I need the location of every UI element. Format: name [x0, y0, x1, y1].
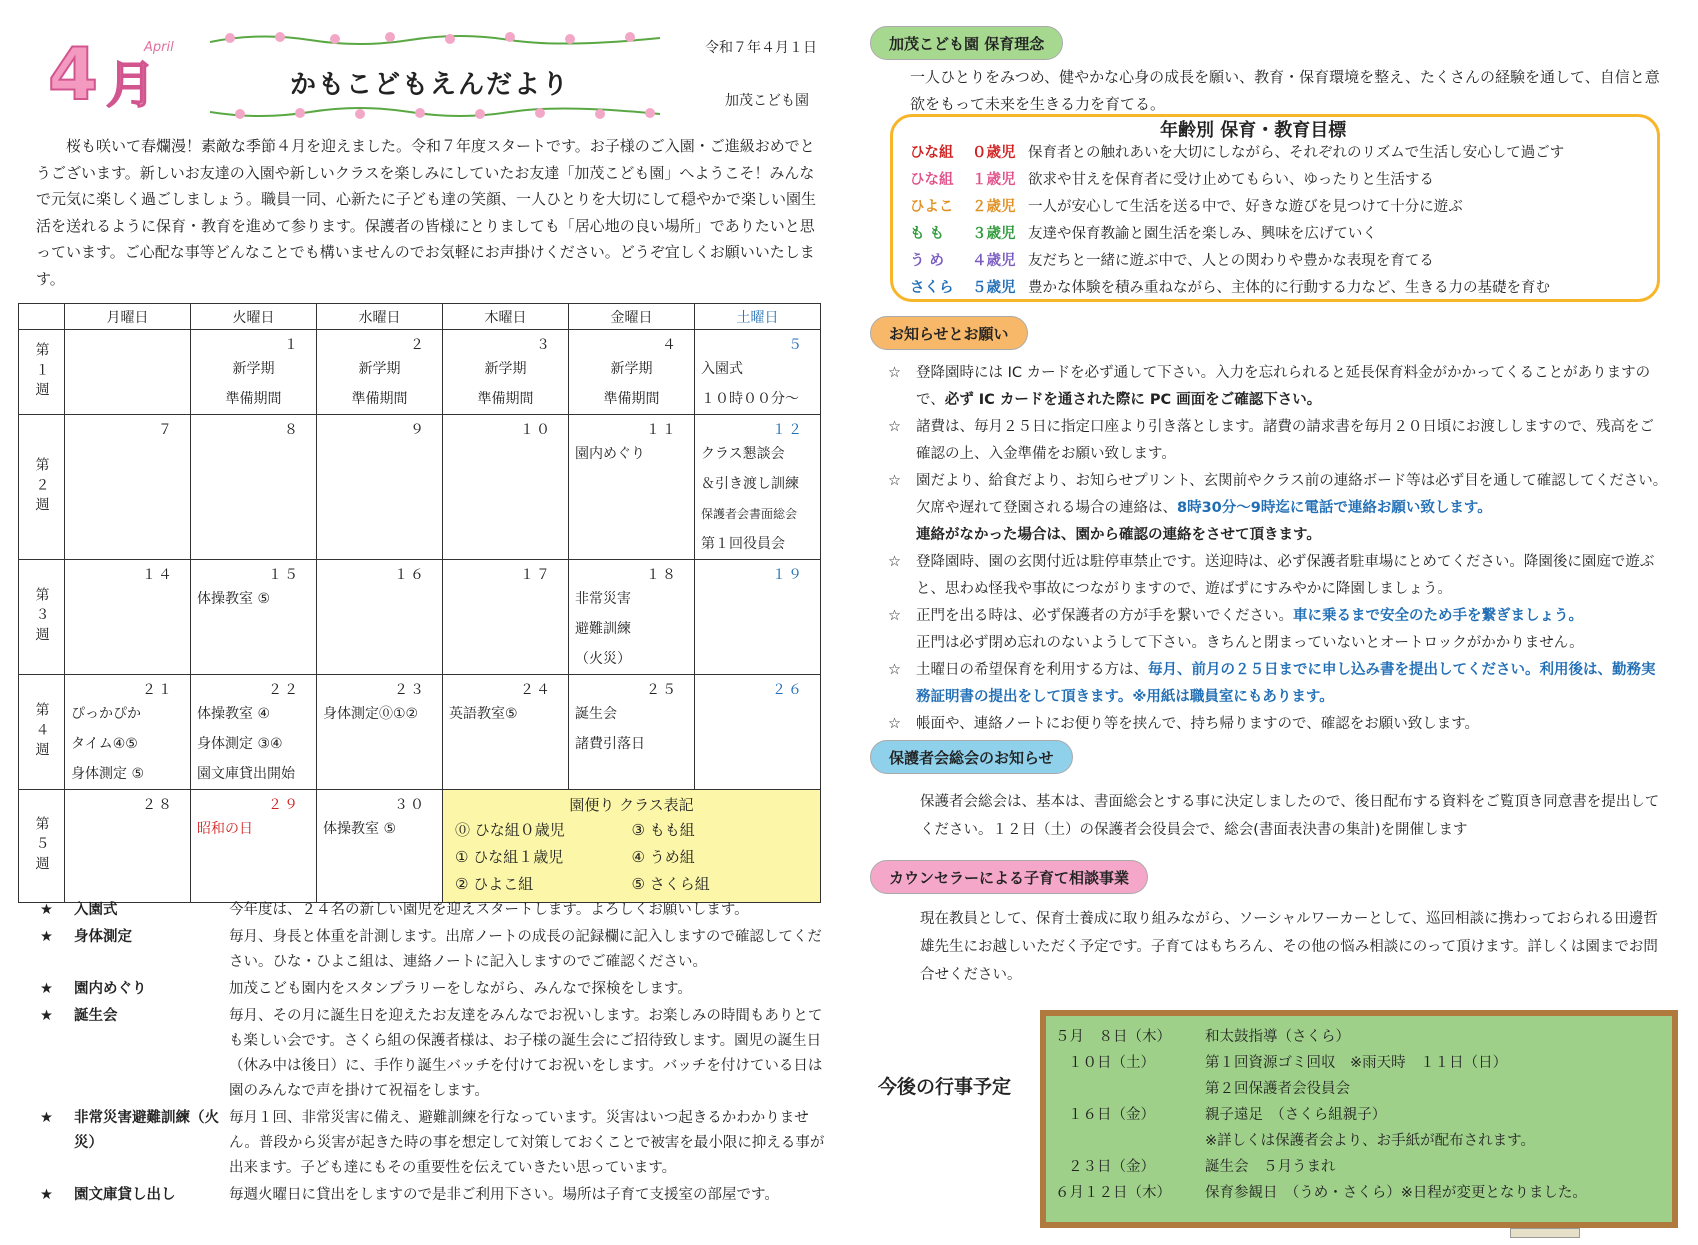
- general-meeting-heading: 保護者会総会のお知らせ: [870, 740, 1073, 774]
- schedule-event: ※詳しくは保護者会より、お手紙が配布されます。: [1205, 1133, 1535, 1149]
- schedule-row: [1055, 1076, 1665, 1102]
- calendar-event: ＆引き渡し訓練: [701, 476, 799, 492]
- schedule-date: [1055, 1128, 1205, 1154]
- calendar-event: 身体測定 ⑤: [71, 766, 145, 782]
- note-title: 身体測定: [74, 929, 132, 945]
- week-label: 第３週: [19, 560, 65, 675]
- calendar-day-cell: [569, 330, 695, 415]
- goal-row: [910, 275, 1650, 302]
- notice-text-emphasis: 車に乗るまで安全のため手を繋ぎましょう。: [1293, 608, 1583, 624]
- schedule-event: 親子遠足 （さくら組親子）: [1205, 1107, 1387, 1123]
- calendar-day-cell: [695, 675, 821, 790]
- note-item: [40, 1004, 830, 1104]
- note-item: [40, 1183, 830, 1208]
- star-icon: ★: [40, 981, 53, 997]
- calendar-day-cell: [695, 415, 821, 560]
- calendar-event: １０時００分～: [701, 391, 799, 407]
- flower-vine-bottom: [210, 102, 660, 124]
- calendar-event: タイム④⑤: [71, 736, 138, 752]
- notice-text-plain: 帳面や、連絡ノートにお便り等を挟んで、持ち帰りますので、確認をお願い致します。: [916, 716, 1480, 732]
- star-outline-icon: ☆: [888, 608, 901, 624]
- calendar-corner: [19, 304, 65, 330]
- schedule-row: [1055, 1024, 1665, 1050]
- month-badge: [40, 30, 174, 130]
- calendar-day-cell: [443, 330, 569, 415]
- legend-item: ④ うめ組: [631, 848, 695, 866]
- schedule-event: 第２回保護者会役員会: [1205, 1081, 1350, 1097]
- day-header: 水曜日: [317, 304, 443, 330]
- calendar-day-cell: [191, 330, 317, 415]
- calendar-event: 準備期間: [603, 391, 660, 407]
- calendar-day-cell: [695, 330, 821, 415]
- week-label: 第１週: [19, 330, 65, 415]
- notice-item: [888, 468, 1668, 549]
- day-number: ３０: [394, 797, 426, 813]
- goal-age: ４歳児: [972, 253, 1016, 269]
- newsletter-title: かもこどもえんだより: [290, 70, 571, 100]
- day-header: 火曜日: [191, 304, 317, 330]
- day-header: 木曜日: [443, 304, 569, 330]
- calendar-event: 諸費引落日: [575, 736, 645, 752]
- note-body: 今年度は、２４名の新しい園児を迎えスタートします。よろしくお願いします。: [229, 902, 749, 918]
- notice-text: [916, 549, 1668, 603]
- week-label: 第２週: [19, 415, 65, 560]
- calendar-event: 体操教室 ④: [197, 706, 271, 722]
- notice-text-plain: 登降園時には IC カードを必ず通して下さい。入力を忘れられると延長保育料金がかかってくることがありますので、: [916, 365, 1651, 408]
- day-number: １: [284, 337, 300, 353]
- goal-age: ５歳児: [972, 280, 1016, 296]
- day-number: [65, 330, 190, 334]
- goal-text: 友達や保育教諭と園生活を楽しみ、興味を広げていく: [1028, 226, 1377, 242]
- notices-list: [888, 360, 1668, 738]
- notice-text-extra: 正門は必ず閉め忘れのないようして下さい。きちんと閉まっていないとオートロックがかかりません。: [916, 635, 1584, 651]
- calendar-event: 身体測定⓪①②: [323, 706, 419, 722]
- day-number: ３: [536, 337, 552, 353]
- calendar-event: 入園式: [701, 361, 743, 377]
- calendar-day-cell: [443, 675, 569, 790]
- calendar-day-cell: [569, 675, 695, 790]
- notice-item: [888, 711, 1668, 738]
- note-body: 毎月１回、非常災害に備え、避難訓練を行なっています。災害はいつ起きるかわかりません。普段から災害が起きた時の事を想定して対策しておくことで被害を最小限に抑える事が出来ます。子ども達にもその重要性を伝えていきたい思っています。: [229, 1110, 825, 1176]
- calendar-event: 準備期間: [225, 391, 282, 407]
- calendar-event: 新学期: [358, 361, 401, 377]
- notice-item: [888, 360, 1668, 414]
- day-number: １２: [772, 422, 804, 438]
- notice-text-plain: 登降園時、園の玄関付近は駐停車禁止です。送迎時は、必ず保護者駐車場にとめてください。降園後に園庭で遊ぶと、思わぬ怪我や事故につながりますので、遊ばずにすみやかに降園しましょう。: [916, 554, 1655, 597]
- calendar-event: 新学期: [232, 361, 275, 377]
- philosophy-heading: 加茂こども園 保育理念: [870, 26, 1063, 60]
- note-item: [40, 925, 830, 975]
- notice-text-plain: 土曜日の希望保育を利用する方は、: [916, 662, 1148, 678]
- note-title: 入園式: [74, 902, 118, 918]
- schedule-event: 誕生会 ５月うまれ: [1205, 1159, 1336, 1175]
- day-number: ２８: [142, 797, 174, 813]
- goal-class: ひよこ: [910, 199, 954, 215]
- note-body: 毎月、身長と体重を計測します。出席ノートの成長の記録欄に記入しますので確認してください。ひな・ひよこ組は、連絡ノートに記入しますのでご確認ください。: [229, 929, 822, 970]
- calendar-event: 準備期間: [351, 391, 408, 407]
- goals-list: [910, 140, 1650, 302]
- day-number: ９: [410, 422, 426, 438]
- calendar-day-cell: [65, 415, 191, 560]
- day-number: １４: [142, 567, 174, 583]
- flower-vine-top: [210, 28, 660, 50]
- schedule-row: [1055, 1050, 1665, 1076]
- notice-text: [916, 657, 1668, 711]
- note-body: 加茂こども園内をスタンプラリーをしながら、みんなで探検をします。: [229, 981, 692, 997]
- schedule-date: １０日（土）: [1068, 1055, 1155, 1071]
- schedule-event: 保育参観日 （うめ・さくら）※日程が変更となりました。: [1205, 1185, 1587, 1201]
- calendar-day-cell: [65, 330, 191, 415]
- schedule-date: [1055, 1076, 1205, 1102]
- goal-row: [910, 248, 1650, 275]
- day-number: １６: [394, 567, 426, 583]
- day-number: ２６: [772, 682, 804, 698]
- notice-text-emphasis: 必ず IC カードを通された際に PC 画面をご確認下さい。: [944, 392, 1322, 408]
- calendar-event: 園内めぐり: [575, 446, 645, 462]
- day-number: ８: [284, 422, 300, 438]
- note-title: 園文庫貸し出し: [74, 1187, 176, 1203]
- event-notes: [40, 898, 830, 1210]
- calendar-day-cell: [569, 560, 695, 675]
- day-number: ２４: [520, 682, 552, 698]
- goal-text: 豊かな体験を積み重ねながら、主体的に行動する力など、生きる力の基礎を育む: [1028, 280, 1550, 296]
- school-name: 加茂こども園: [725, 93, 809, 109]
- calendar-event: 避難訓練: [575, 621, 631, 637]
- calendar-day-cell: [569, 415, 695, 560]
- star-outline-icon: ☆: [888, 662, 901, 678]
- legend-item: ① ひな組１歳児: [455, 848, 564, 866]
- calendar-day-cell: [65, 790, 191, 903]
- goal-class: ひな組: [910, 172, 954, 188]
- notice-item: [888, 414, 1668, 468]
- calendar-event: ぴっかぴか: [71, 706, 141, 722]
- calendar-day-cell: [317, 330, 443, 415]
- notice-text-extra: 連絡がなかった場合は、園から確認の連絡をさせて頂きます。: [916, 527, 1321, 543]
- notice-text: [916, 414, 1668, 468]
- star-outline-icon: ☆: [888, 419, 901, 435]
- schedule-date: １６日（金）: [1068, 1107, 1155, 1123]
- schedule-date: ２３日（金）: [1068, 1159, 1155, 1175]
- star-outline-icon: ☆: [888, 473, 901, 489]
- april-calendar: [18, 303, 821, 903]
- star-icon: ★: [40, 1187, 53, 1203]
- calendar-event: 準備期間: [477, 391, 534, 407]
- goal-class: ひな組: [910, 145, 954, 161]
- star-icon: ★: [40, 1008, 53, 1024]
- day-number: ２９: [268, 797, 300, 813]
- calendar-event: 新学期: [610, 361, 653, 377]
- calendar-day-cell: [191, 560, 317, 675]
- calendar-day-cell: [317, 675, 443, 790]
- calendar-event: 新学期: [484, 361, 527, 377]
- day-header: 金曜日: [569, 304, 695, 330]
- goal-text: 友だちと一緒に遊ぶ中で、人との関わりや豊かな表現を育てる: [1028, 253, 1434, 269]
- notice-item: [888, 657, 1668, 711]
- calendar-day-cell: [317, 560, 443, 675]
- notice-text-plain: 諸費は、毎月２５日に指定口座より引き落とします。諸費の請求書を毎月２０日頃にお渡ししますので、残高をご確認の上、入金準備をお願い致します。: [916, 419, 1655, 462]
- star-icon: ★: [40, 929, 53, 945]
- chalk-eraser: [1510, 1228, 1580, 1238]
- goal-text: 保育者との触れあいを大切にしながら、それぞれのリズムで生活し安心して過ごす: [1028, 145, 1565, 161]
- calendar-day-cell: [317, 415, 443, 560]
- calendar-day-cell: [443, 415, 569, 560]
- intro-paragraph: 桜も咲いて春爛漫！素敵な季節４月を迎えました。令和７年度スタートです。お子様のご入園・ご進級おめでとうございます。新しいお友達の入園や新しいクラスを楽しみにしていたお友達「加茂こども園」へようこそ！みんなで元気に楽しく過ごしましょう。職員一同、心新たに子ども達の笑顔、一人ひとりを大切にして穏やかで楽しい園生活を送れるように保育・教育を進めて参ります。保護者の皆様にとりましても「居心地の良い場所」でありたいと思っています。ご心配な事等どんなことでも構いませんのでお気軽にお声掛けください。どうぞ宜しくお願いいたします。: [36, 137, 817, 288]
- note-title: 非常災害避難訓練（火災）: [74, 1110, 219, 1151]
- calendar-event: 体操教室 ⑤: [197, 591, 271, 607]
- star-outline-icon: ☆: [888, 716, 901, 732]
- calendar-day-cell: [191, 675, 317, 790]
- calendar-event: （火災）: [575, 651, 631, 667]
- month-kanji: 月: [106, 56, 156, 114]
- calendar-event: 園文庫貸出開始: [197, 766, 295, 782]
- calendar-event: クラス懇談会: [701, 446, 785, 462]
- star-outline-icon: ☆: [888, 554, 901, 570]
- star-icon: ★: [40, 1110, 53, 1126]
- schedule-row: [1055, 1154, 1665, 1180]
- notice-text-emphasis: 毎月、前月の２５日までに申し込み書を提出してください。利用後は、勤務実務証明書の提出をして頂きます。※用紙は職員室にもあります。: [916, 662, 1656, 705]
- goal-row: [910, 140, 1650, 167]
- general-meeting-body: 保護者会総会は、基本は、書面総会とする事に決定しましたので、後日配布する資料をご覧頂き同意書を提出してください。１２日（土）の保護者会役員会で、総会(書面表決書の集計)を開催します: [920, 794, 1660, 838]
- philosophy-body: 一人ひとりをみつめ、健やかな心身の成長を願い、教育・保育環境を整え、たくさんの経験を通して、自信と意欲をもって未来を生きる力を育てる。: [910, 68, 1660, 113]
- schedule-event: 和太鼓指導（さくら）: [1205, 1029, 1350, 1045]
- day-header-saturday: 土曜日: [695, 304, 821, 330]
- note-title: 園内めぐり: [74, 981, 147, 997]
- schedule-row: [1055, 1128, 1665, 1154]
- legend-grid: [455, 817, 808, 898]
- legend-title: 園便り クラス表記: [569, 796, 694, 814]
- day-number: ７: [158, 422, 174, 438]
- notice-text-plain: 園だより、給食だより、お知らせプリント、玄関前やクラス前の連絡ボード等は必ず目を通して確認してください。欠席や遅れて登園される場合の連絡は、: [916, 473, 1668, 516]
- goals-title: 年齢別 保育・教育目標: [1160, 120, 1347, 141]
- day-number: ２２: [268, 682, 300, 698]
- calendar-event: 体操教室 ⑤: [323, 821, 397, 837]
- counseling-heading: カウンセラーによる子育て相談事業: [870, 860, 1148, 894]
- week-label: 第４週: [19, 675, 65, 790]
- goal-row: [910, 167, 1650, 194]
- day-number: ４: [662, 337, 678, 353]
- goal-age: ３歳児: [972, 226, 1016, 242]
- day-number: １５: [268, 567, 300, 583]
- issue-date: 令和７年４月１日: [705, 40, 817, 56]
- day-number: １０: [520, 422, 552, 438]
- notice-item: [888, 603, 1668, 657]
- day-number: １８: [646, 567, 678, 583]
- week-label: 第５週: [19, 790, 65, 903]
- day-number: ２５: [646, 682, 678, 698]
- notice-text: [916, 360, 1668, 414]
- notice-text: [916, 468, 1668, 549]
- goal-class: さくら: [910, 280, 954, 296]
- calendar-day-cell: [65, 560, 191, 675]
- goal-class: も も: [910, 226, 945, 242]
- calendar-day-cell: [191, 790, 317, 903]
- calendar-event: 第１回役員会: [701, 536, 785, 552]
- class-legend: [443, 790, 821, 903]
- star-outline-icon: ☆: [888, 365, 901, 381]
- goal-row: [910, 194, 1650, 221]
- calendar-event: 英語教室⑤: [449, 706, 518, 722]
- goal-row: [910, 221, 1650, 248]
- goal-class: う め: [910, 253, 945, 269]
- day-number: １１: [646, 422, 678, 438]
- notice-text: [916, 603, 1668, 657]
- schedule-event: 第１回資源ゴミ回収 ※雨天時 １１日（日）: [1205, 1055, 1508, 1071]
- calendar-day-cell: [317, 790, 443, 903]
- goal-text: 一人が安心して生活を送る中で、好きな遊びを見つけて十分に遊ぶ: [1028, 199, 1463, 215]
- schedule-row: [1055, 1102, 1665, 1128]
- legend-item: ⑤ さくら組: [631, 875, 710, 893]
- counseling-body: 現在教員として、保育士養成に取り組みながら、ソーシャルワーカーとして、巡回相談に携わっておられる田邊哲雄先生にお越しいただく予定です。子育てはもちろん、その他の悩み相談にのって頂けます。詳しくは園までお問合せください。: [920, 911, 1658, 983]
- note-item: [40, 977, 830, 1002]
- calendar-event: 昭和の日: [197, 821, 253, 837]
- calendar-day-cell: [695, 560, 821, 675]
- schedule-date: ５月 ８日（木）: [1055, 1029, 1171, 1045]
- goal-text: 欲求や甘えを保育者に受け止めてもらい、ゆったりと生活する: [1028, 172, 1434, 188]
- note-item: [40, 898, 830, 923]
- note-body: 毎月、その月に誕生日を迎えたお友達をみんなでお祝いします。お楽しみの時間もありとても楽しい会です。さくら組の保護者様は、お子様の誕生会にご招待致します。園児の誕生日（休み中は後日）に、手作り誕生バッチを付けてお祝いをします。バッチを付けている日は園のみんなで声を掛けて祝福をします。: [229, 1008, 823, 1099]
- month-english: April: [144, 40, 174, 55]
- note-body: 毎週火曜日に貸出をしますので是非ご利用下さい。場所は子育て支援室の部屋です。: [229, 1187, 779, 1203]
- day-number: ２３: [394, 682, 426, 698]
- day-number: ２: [410, 337, 426, 353]
- day-number: １９: [772, 567, 804, 583]
- schedule-date: ６月１２日（木）: [1055, 1185, 1171, 1201]
- notice-item: [888, 549, 1668, 603]
- note-item: [40, 1106, 830, 1181]
- calendar-day-cell: [191, 415, 317, 560]
- star-icon: ★: [40, 902, 53, 918]
- month-number: 4: [48, 32, 99, 116]
- calendar-event: 非常災害: [575, 591, 631, 607]
- calendar-event: 身体測定 ③④: [197, 736, 283, 752]
- day-number: １７: [520, 567, 552, 583]
- goal-age: ２歳児: [972, 199, 1016, 215]
- day-number: ５: [788, 337, 804, 353]
- calendar-event: 誕生会: [575, 706, 617, 722]
- notice-text-plain: 正門を出る時は、必ず保護者の方が手を繋いでください。: [916, 608, 1293, 624]
- legend-item: ⓪ ひな組０歳児: [455, 821, 565, 839]
- schedule-row: [1055, 1180, 1665, 1206]
- notice-text-emphasis: 8時30分～9時迄に電話で連絡お願い致します。: [1177, 500, 1492, 516]
- note-title: 誕生会: [74, 1008, 118, 1024]
- day-number: ２１: [142, 682, 174, 698]
- day-header: 月曜日: [65, 304, 191, 330]
- calendar-day-cell: [443, 560, 569, 675]
- calendar-event: 保護者会書面総会: [701, 507, 798, 521]
- legend-item: ③ もも組: [631, 821, 695, 839]
- goal-age: １歳児: [972, 172, 1016, 188]
- calendar-day-cell: [65, 675, 191, 790]
- schedule-title: 今後の行事予定: [878, 1076, 1012, 1098]
- goal-age: ０歳児: [972, 145, 1016, 161]
- legend-item: ② ひよこ組: [455, 875, 534, 893]
- notice-text: [916, 711, 1668, 738]
- notices-heading: お知らせとお願い: [870, 316, 1028, 350]
- schedule-list: [1055, 1024, 1665, 1206]
